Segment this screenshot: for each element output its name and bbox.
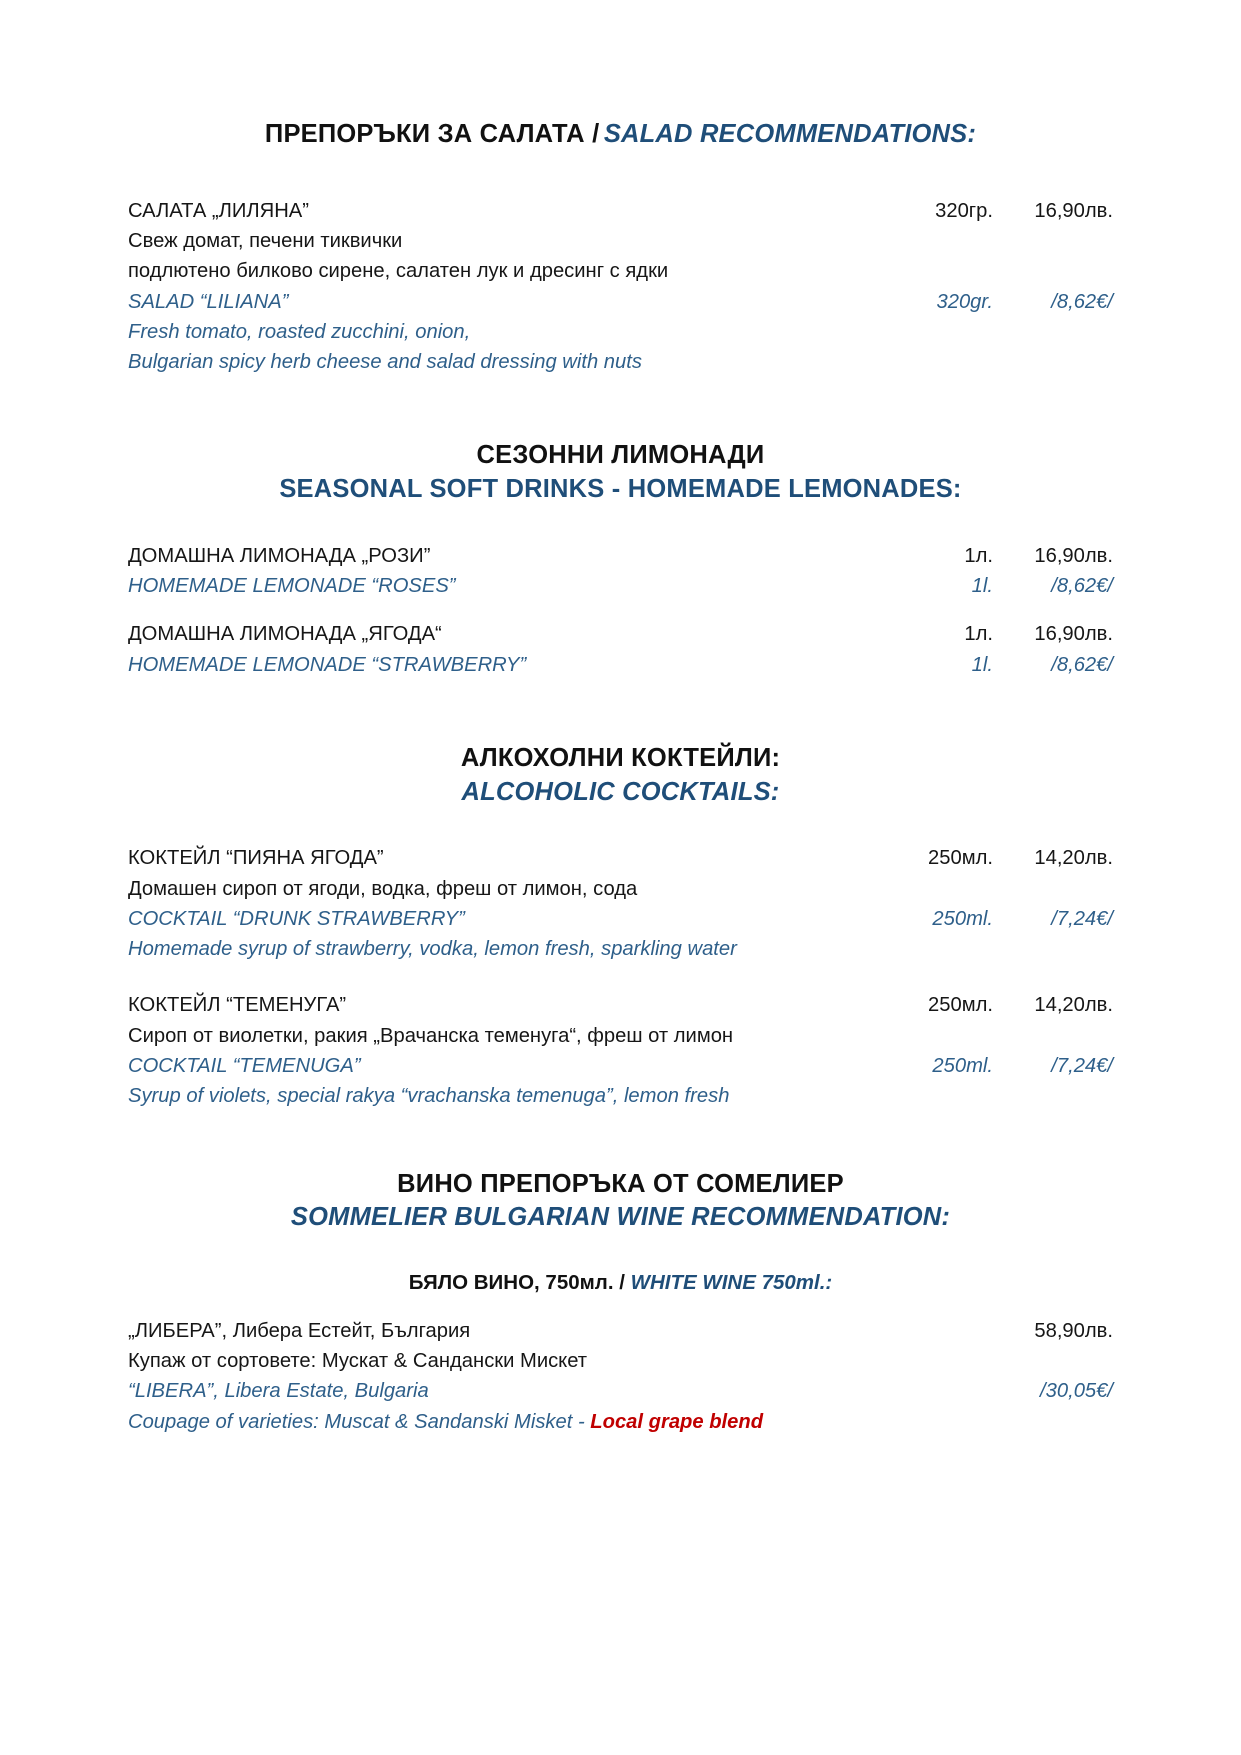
heading-en-cocktails: ALCOHOLIC COCKTAILS: [461,777,780,806]
item-desc-en-2: Bulgarian spicy herb cheese and salad dressing with nuts [128,351,642,374]
item-desc-en-1: Fresh tomato, roasted zucchini, onion, [128,320,471,343]
item-name-bg: „ЛИБЕРА”, Либера Естейт, България [128,1319,471,1342]
menu-item-cocktail-drunk-strawberry [128,843,1113,964]
item-row-en [128,1051,1113,1081]
item-qty-bg: 1л. [964,623,993,646]
item-price-en: /8,62€/ [1051,290,1113,313]
menu-item-lemonade-roses [128,541,1113,602]
item-name-bg: ДОМАШНА ЛИМОНАДА „ЯГОДА“ [128,623,442,646]
item-name-en: SALAD “LILIANA” [128,290,289,313]
item-qty-bg: 320гр. [935,199,993,222]
subheading-en: WHITE WINE 750ml.: [630,1270,833,1294]
section-heading-cocktails [128,742,1113,809]
heading-en-wine: SOMMELIER BULGARIAN WINE RECOMMENDATION: [290,1203,951,1232]
item-row-bg [128,541,1113,571]
item-row-en [128,904,1113,934]
menu-item-wine-libera [128,1316,1113,1437]
item-row-en [128,1376,1113,1406]
item-name-en: COCKTAIL “DRUNK STRAWBERRY” [128,907,465,930]
item-name-en: HOMEMADE LEMONADE “ROSES” [128,575,456,598]
item-price-en: /8,62€/ [1051,653,1113,676]
item-price-en: /7,24€/ [1051,1055,1113,1078]
item-desc-en-1 [128,1407,1113,1437]
item-price-bg: 14,20лв. [1034,847,1113,870]
item-price-bg: 16,90лв. [1034,544,1113,567]
item-qty-bg: 1л. [964,544,993,567]
subheading-white-wine [128,1269,1113,1298]
item-price-en: /30,05€/ [1040,1380,1113,1403]
item-qty-en: 250ml. [932,1055,993,1078]
item-desc-bg-1: Домашен сироп от ягоди, водка, фреш от лимон, сода [128,877,638,900]
item-name-bg: САЛАТА „ЛИЛЯНА” [128,199,309,222]
item-price-en: /8,62€/ [1051,575,1113,598]
heading-bg-cocktails: АЛКОХОЛНИ КОКТЕЙЛИ: [460,743,781,772]
item-qty-en: 250ml. [932,907,993,930]
section-heading-salad [128,118,1113,152]
item-row-en [128,650,1113,680]
item-name-bg: КОКТЕЙЛ “ТЕМЕНУГА” [128,994,347,1017]
item-row-en [128,287,1113,317]
item-desc-en-accent: Local grape blend [590,1410,764,1433]
item-desc-en-1: Syrup of violets, special rakya “vrachanska temenuga”, lemon fresh [128,1085,730,1108]
item-qty-bg: 250мл. [928,994,993,1017]
item-desc-bg-1: Свеж домат, печени тиквички [128,229,403,252]
item-row-bg [128,1316,1113,1346]
menu-item-liliana [128,196,1113,378]
menu-item-lemonade-strawberry [128,619,1113,680]
item-name-bg: ДОМАШНА ЛИМОНАДА „РОЗИ” [128,544,431,567]
item-desc-bg-1: Купаж от сортовете: Мускат & Сандански Мискет [128,1349,588,1372]
item-desc-bg-2: подлютено билково сирене, салатен лук и дресинг с ядки [128,260,669,283]
subheading-bg: БЯЛО ВИНО, 750мл. / [408,1270,625,1294]
heading-bg-wine: ВИНО ПРЕПОРЪКА ОТ СОМЕЛИЕР [397,1169,844,1198]
item-name-bg: КОКТЕЙЛ “ПИЯНА ЯГОДА” [128,847,384,870]
item-row-bg [128,990,1113,1020]
item-price-bg: 14,20лв. [1034,994,1113,1017]
item-row-bg [128,843,1113,873]
item-qty-en: 1l. [971,653,993,676]
item-desc-en-prefix: Coupage of varieties: Muscat & Sandanski Misket - [128,1410,591,1433]
item-desc-en-1: Homemade syrup of strawberry, vodka, lemon fresh, sparkling water [128,938,737,961]
heading-bg-salad: ПРЕПОРЪКИ ЗА САЛАТА / [264,120,600,148]
section-heading-wine [128,1168,1113,1235]
item-row-bg [128,196,1113,226]
item-price-en: /7,24€/ [1051,907,1113,930]
item-name-en: HOMEMADE LEMONADE “STRAWBERRY” [128,653,527,676]
item-qty-en: 1l. [971,575,993,598]
heading-en-salad: SALAD RECOMMENDATIONS: [603,120,977,148]
menu-item-cocktail-temenuga [128,990,1113,1111]
heading-bg-lemonades: СЕЗОННИ ЛИМОНАДИ [476,441,765,470]
item-name-en: “LIBERA”, Libera Estate, Bulgaria [128,1380,429,1403]
item-price-bg: 16,90лв. [1034,623,1113,646]
heading-en-lemonades: SEASONAL SOFT DRINKS - HOMEMADE LEMONADES: [279,475,962,504]
item-row-en [128,571,1113,601]
section-heading-lemonades [128,439,1113,506]
item-name-en: COCKTAIL “TEMENUGA” [128,1055,361,1078]
item-price-bg: 58,90лв. [1034,1319,1113,1342]
item-qty-bg: 250мл. [928,847,993,870]
item-desc-bg-1: Сироп от виолетки, ракия „Врачанска теменуга“, фреш от лимон [128,1024,734,1047]
item-qty-en: 320gr. [936,290,993,313]
item-price-bg: 16,90лв. [1034,199,1113,222]
item-row-bg [128,619,1113,649]
